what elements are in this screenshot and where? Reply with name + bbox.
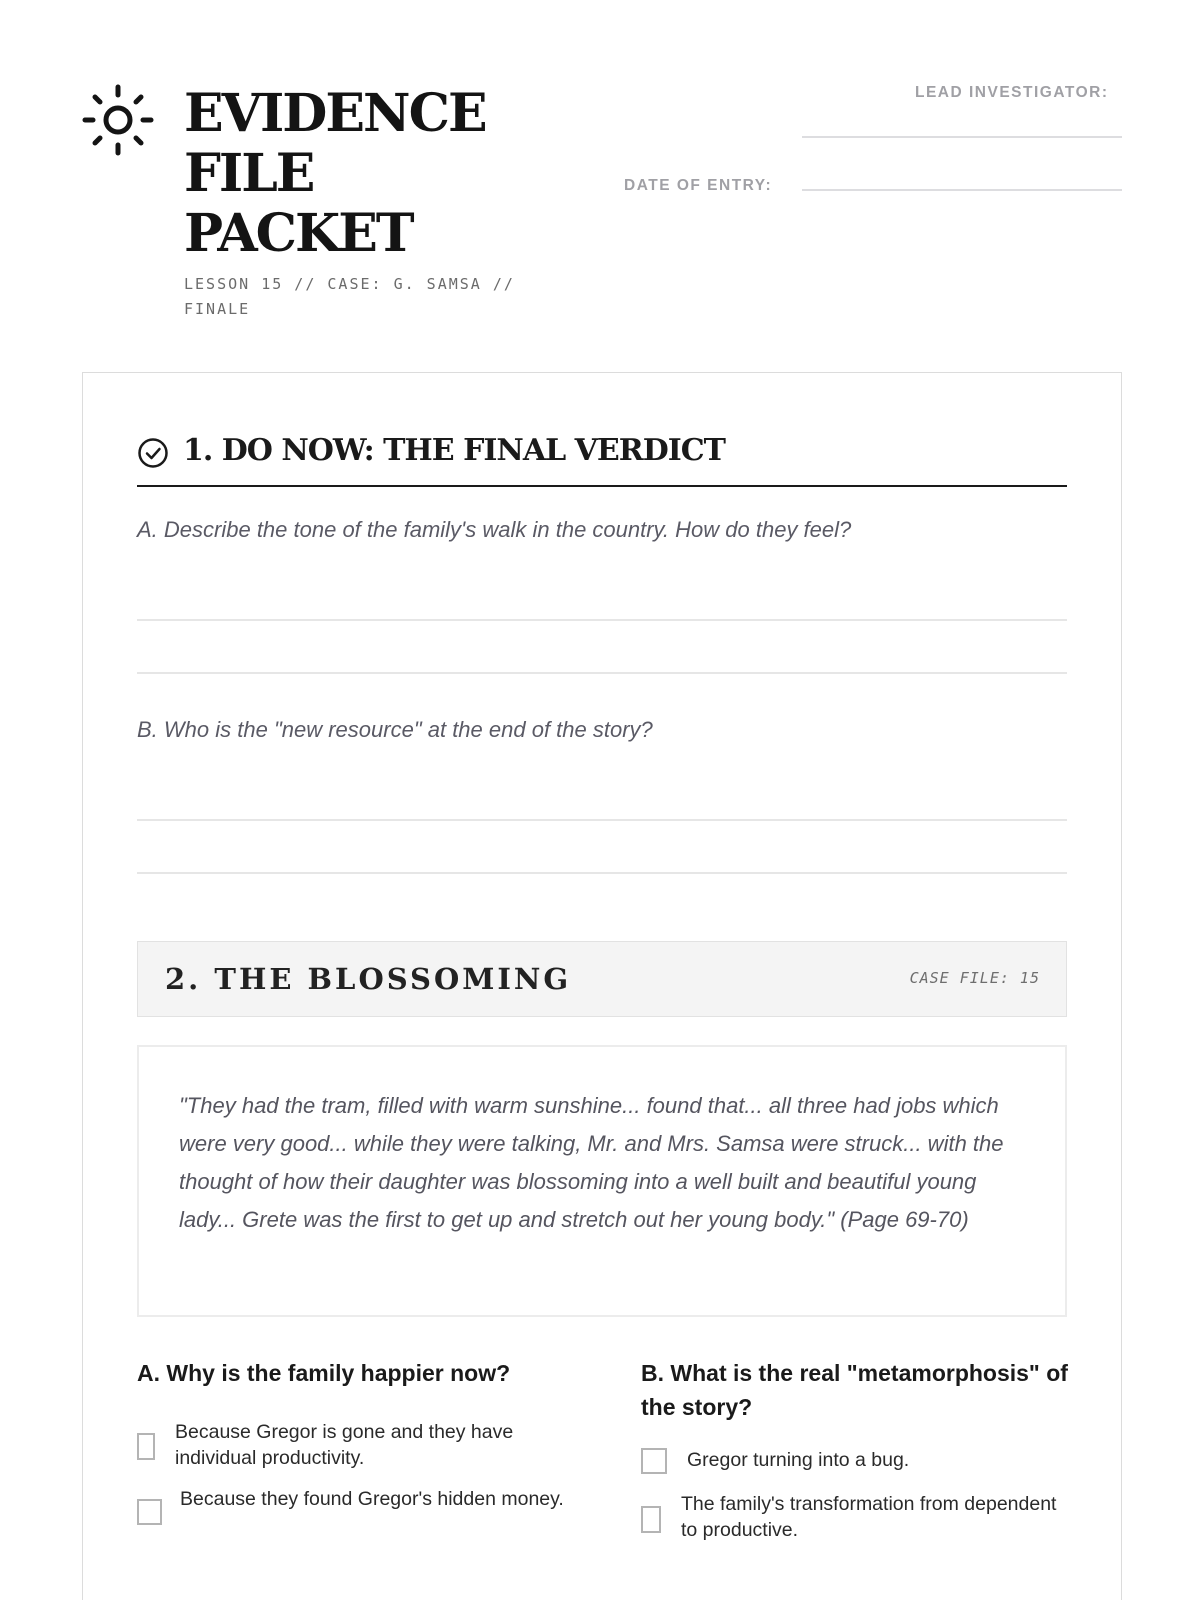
- checkbox-2a-2[interactable]: [137, 1499, 162, 1525]
- option-2a-1-label: Because Gregor is gone and they have individual productivity.: [175, 1421, 514, 1469]
- date-of-entry-label: DATE OF ENTRY:: [624, 177, 773, 194]
- answer-line-1a-2[interactable]: [137, 672, 1067, 674]
- page-header: [82, 84, 1122, 324]
- case-file-badge: CASE FILE: 15: [909, 969, 1040, 987]
- option-2a-2-label: Because they found Gregor's hidden money.: [180, 1488, 564, 1510]
- section-2-header: [137, 941, 1067, 1017]
- checkbox-2b-2[interactable]: [641, 1506, 661, 1533]
- lead-investigator-label: LEAD INVESTIGATOR:: [915, 84, 1109, 101]
- answer-line-1b-1[interactable]: [137, 819, 1067, 821]
- page-title-line-3: PACKET: [184, 203, 413, 264]
- lesson-subtitle: LESSON 15 // CASE: G. SAMSA // FINALE: [184, 275, 515, 318]
- question-1b: B. Who is the "new resource" at the end of the story?: [137, 717, 653, 742]
- check-circle-icon: [137, 437, 169, 469]
- sun-icon: [82, 84, 154, 156]
- page-title-line-2: FILE: [184, 143, 314, 204]
- checkbox-2b-1[interactable]: [641, 1448, 667, 1474]
- option-2b-2[interactable]: [641, 1491, 1071, 1547]
- option-2a-1[interactable]: [137, 1419, 577, 1475]
- question-2b: B. What is the real "metamorphosis" of the story?: [641, 1360, 1068, 1420]
- option-2b-2-label: The family's transformation from dependent to productive.: [681, 1493, 1057, 1541]
- checkbox-2a-1[interactable]: [137, 1433, 155, 1460]
- date-of-entry-field[interactable]: [802, 189, 1122, 191]
- page-title-line-1: EVIDENCE: [184, 83, 486, 144]
- option-2b-1[interactable]: [641, 1447, 1071, 1477]
- worksheet-card: [82, 372, 1122, 1600]
- question-1a: A. Describe the tone of the family's walk in the country. How do they feel?: [137, 517, 852, 542]
- page-title: [184, 84, 564, 264]
- option-2a-2[interactable]: [137, 1486, 577, 1542]
- lead-investigator-field[interactable]: [802, 136, 1122, 138]
- answer-line-1b-2[interactable]: [137, 872, 1067, 874]
- quote-text: "They had the tram, filled with warm sunshine... found that... all three had jobs which were very good... while they were talking, Mr. and Mrs. Samsa were struck... with the thought of how their daughter was blossoming into a well built and beautiful young lady... Grete was the first to get up and stretch out her young body." (Page 69-70): [179, 1093, 1004, 1232]
- option-2b-1-label: Gregor turning into a bug.: [687, 1449, 910, 1471]
- section-1-header: [137, 433, 1067, 487]
- section-1-title: 1. DO NOW: THE FINAL VERDICT: [183, 433, 725, 468]
- quote-box: [137, 1045, 1067, 1317]
- question-2a: A. Why is the family happier now?: [137, 1360, 511, 1386]
- title-block: [184, 84, 564, 322]
- answer-line-1a-1[interactable]: [137, 619, 1067, 621]
- section-2-title: 2. THE BLOSSOMING: [165, 962, 572, 996]
